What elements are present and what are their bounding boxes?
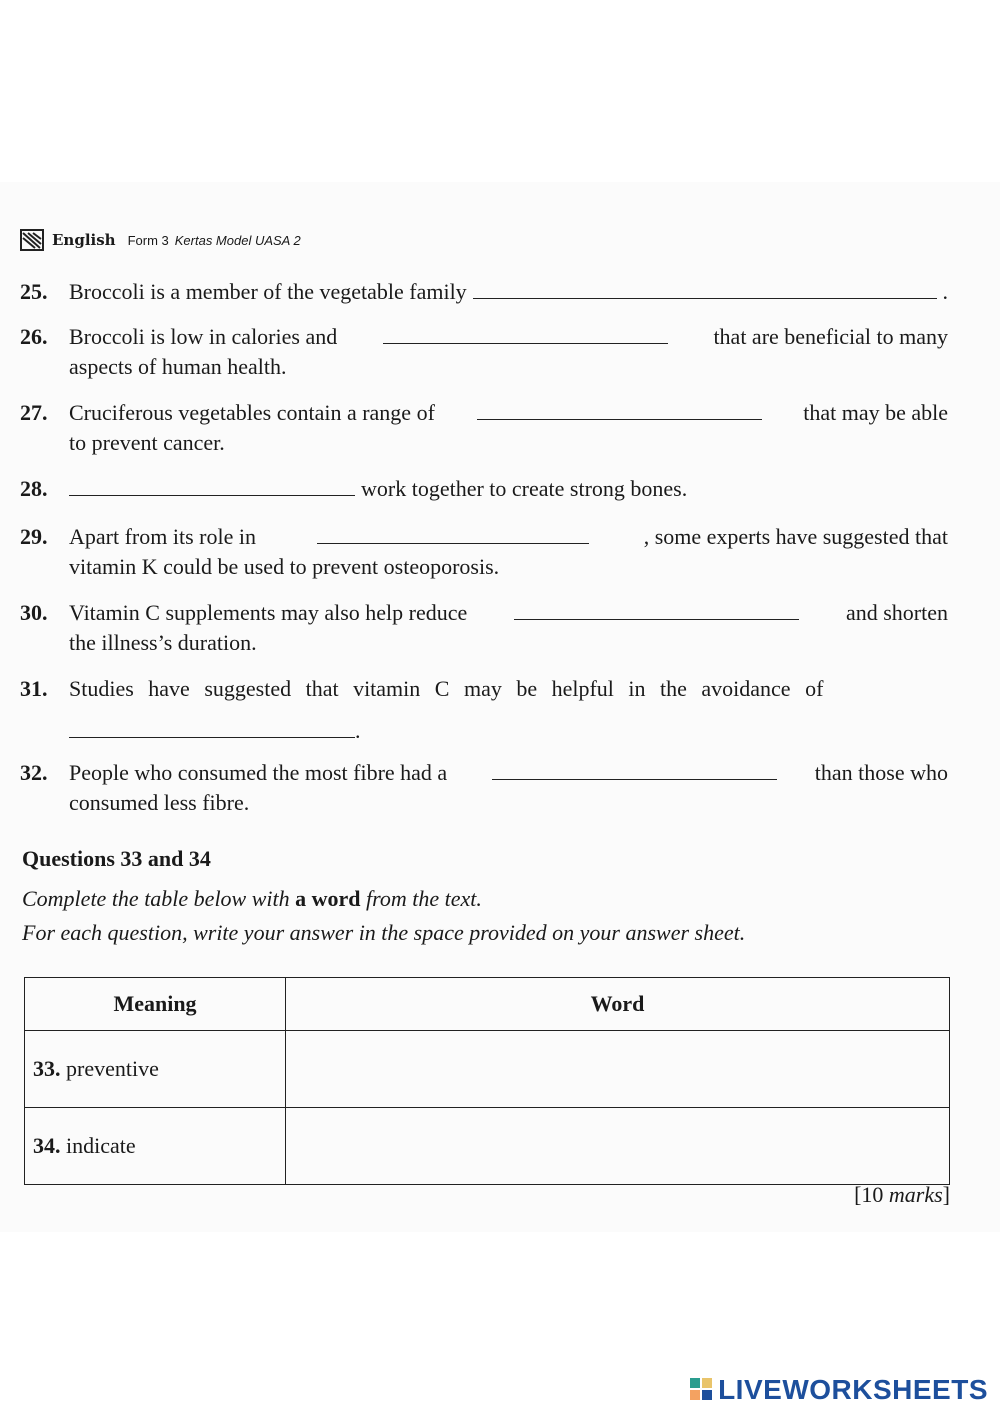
table-header-row xyxy=(25,978,950,1031)
answer-blank[interactable] xyxy=(69,475,355,496)
question-text: that may be able xyxy=(803,400,948,425)
marks-open: [10 xyxy=(854,1182,884,1207)
question-text: Broccoli is low in calories and xyxy=(69,324,338,349)
question-number: 25. xyxy=(20,279,48,304)
question-text: vitamin K could be used to prevent osteoporosis. xyxy=(69,554,500,579)
liveworksheets-watermark xyxy=(690,1375,988,1405)
table-header-word: Word xyxy=(286,978,950,1031)
meaning-text: preventive xyxy=(66,1056,159,1081)
question-text: . xyxy=(355,718,361,743)
question-text: Broccoli is a member of the vegetable family xyxy=(69,279,467,304)
question-text: than those who xyxy=(814,760,948,785)
answer-table xyxy=(24,977,950,1185)
question-text: , some experts have suggested that xyxy=(643,524,948,549)
answer-blank[interactable] xyxy=(473,278,937,299)
meaning-text: indicate xyxy=(66,1133,136,1158)
question-number: 32. xyxy=(20,760,48,785)
marks-close: ] xyxy=(942,1182,950,1207)
question-number: 28. xyxy=(20,476,48,501)
question-text: and shorten xyxy=(845,600,948,625)
instruction-emphasis: a word xyxy=(295,886,361,911)
question-text: Cruciferous vegetables contain a range of xyxy=(69,400,435,425)
watermark-text: LIVEWORKSHEETS xyxy=(718,1374,988,1405)
question-text: the illness’s duration. xyxy=(69,630,257,655)
question-text: aspects of human health. xyxy=(69,354,287,379)
question-text: Vitamin C supplements may also help reduce xyxy=(69,600,468,625)
question-text: Apart from its role in xyxy=(69,524,256,549)
question-text: to prevent cancer. xyxy=(69,430,225,455)
header-subject: English xyxy=(52,231,116,249)
meaning-cell xyxy=(25,1108,286,1185)
instruction-2: For each question, write your answer in the space provided on your answer sheet. xyxy=(22,920,746,945)
table-row xyxy=(25,1031,950,1108)
header-form: Form 3 xyxy=(127,232,169,248)
instruction-text: from the text. xyxy=(366,886,482,911)
answer-blank[interactable] xyxy=(317,523,589,544)
answer-blank[interactable] xyxy=(69,717,355,738)
answer-blank[interactable] xyxy=(383,323,668,344)
marks-label xyxy=(854,1182,950,1208)
book-logo-icon xyxy=(20,229,44,251)
row-number: 33. xyxy=(33,1056,61,1081)
question-number: 30. xyxy=(20,600,48,625)
instruction-1 xyxy=(22,886,482,912)
answer-blank[interactable] xyxy=(477,399,762,420)
question-text: People who consumed the most fibre had a xyxy=(69,760,448,785)
row-number: 34. xyxy=(33,1133,61,1158)
answer-blank[interactable] xyxy=(492,759,777,780)
question-number: 29. xyxy=(20,524,48,549)
question-number: 31. xyxy=(20,676,48,701)
marks-word: marks xyxy=(888,1182,943,1207)
question-text: Studies have suggested that vitamin C may be helpful in the avoidance of xyxy=(69,676,824,701)
table-header-meaning: Meaning xyxy=(25,978,286,1031)
liveworksheets-logo-icon xyxy=(690,1378,714,1402)
question-number: 27. xyxy=(20,400,48,425)
word-answer-cell[interactable] xyxy=(286,1031,950,1108)
question-text: consumed less fibre. xyxy=(69,790,250,815)
word-answer-cell[interactable] xyxy=(286,1108,950,1185)
meaning-cell xyxy=(25,1031,286,1108)
question-number: 26. xyxy=(20,324,48,349)
page-header xyxy=(20,228,301,252)
answer-blank[interactable] xyxy=(514,599,799,620)
header-paper: Kertas Model UASA 2 xyxy=(174,232,301,248)
section-title: Questions 33 and 34 xyxy=(22,846,211,871)
instruction-text: Complete the table below with xyxy=(22,886,290,911)
question-text: that are beneficial to many xyxy=(713,324,948,349)
table-row xyxy=(25,1108,950,1185)
question-text: work together to create strong bones. xyxy=(361,476,688,501)
question-text: . xyxy=(942,279,948,304)
